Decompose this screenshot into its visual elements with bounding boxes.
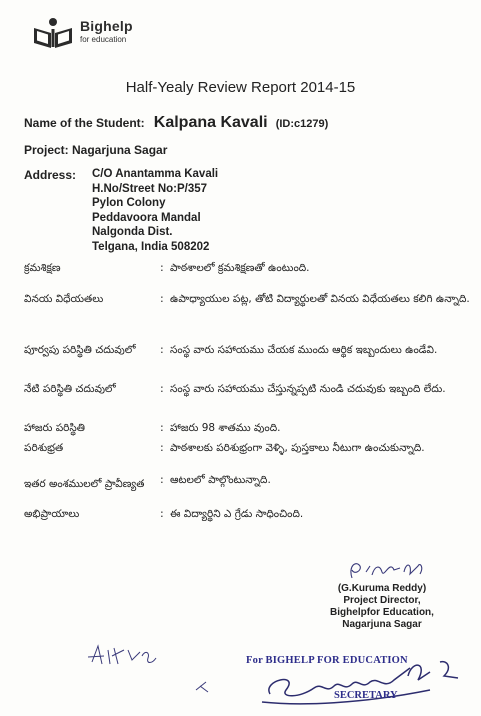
address-line: Telgana, India 508202 (92, 240, 210, 253)
row-label: పరిశుభ్రత (24, 442, 64, 454)
row-value: ఉపాధ్యాయుల పట్ల, తోటి విద్యార్థులతో వినయ విధేయతలు కలిగి ఉన్నాది. (170, 293, 470, 305)
address-line: Peddavoora Mandal (92, 211, 201, 224)
student-name: Kalpana Kavali (153, 114, 268, 131)
row-value: ఆటలలో పాల్గొంటున్నాది. (170, 474, 271, 486)
row-colon: : (160, 507, 164, 520)
row-colon: : (160, 382, 164, 395)
row-value: సంస్థ వారు సహాయము చేయక ముందు ఆర్థిక ఇబ్బందులు ఉండేవి. (170, 344, 438, 356)
student-id: (ID:c1279) (275, 118, 329, 130)
student-label: Name of the Student: (24, 116, 145, 130)
project-line: Project: Nagarjuna Sagar (24, 143, 168, 157)
row-value: హాజరు 98 శాతము వుంది. (170, 422, 281, 434)
report-title: Half-Yealy Review Report 2014-15 (125, 79, 356, 96)
stamp-org: For BIGHELP FOR EDUCATION (246, 655, 408, 666)
brand-tagline: for education (80, 35, 127, 44)
address-line: Nalgonda Dist. (92, 226, 173, 239)
brand-name: Bighelp (80, 18, 133, 34)
row-label: ఇతర అంశములలో ప్రావీణ్యత (24, 478, 145, 490)
address-label: Address: (24, 168, 77, 182)
row-colon: : (160, 441, 164, 454)
signatory-place: Nagarjuna Sagar (342, 619, 422, 630)
row-label: అభిప్రాయాలు (24, 508, 80, 520)
row-colon: : (160, 292, 164, 305)
row-value: పాఠశాలలో క్రమశిక్షణతో ఉంటుంది. (170, 262, 310, 274)
signatory-title: Project Director, (343, 595, 421, 606)
row-colon: : (160, 343, 164, 356)
address-line: C/O Anantamma Kavali (92, 168, 219, 180)
row-label: హాజరు పరిస్థితి (24, 422, 85, 434)
row-value: సంస్థ వారు సహాయము చేస్తున్నప్పటి నుండి చదువుకు ఇబ్బంది లేదు. (170, 383, 446, 395)
row-colon: : (160, 421, 164, 434)
signatory-name: (G.Kuruma Reddy) (337, 583, 427, 594)
row-value: పాఠశాలకు పరిశుభ్రంగా వెళ్ళి, పుస్తకాలు నీటుగా ఉంచుకున్నాది. (170, 442, 425, 454)
row-value: ఈ విద్యార్థిని ఎ గ్రేడు సాధించింది. (170, 508, 304, 520)
stamp-role: SECRETARY (334, 690, 398, 701)
row-colon: : (160, 473, 164, 486)
row-label: క్రమశిక్షణ (24, 262, 61, 274)
address-line: H.No/Street No:P/357 (92, 182, 208, 195)
row-label: నేటి పరిస్థితి చదువులో (24, 383, 116, 395)
row-label: వినయ విధేయతలు (24, 293, 104, 305)
row-colon: : (160, 261, 164, 274)
address-line: Pylon Colony (92, 197, 166, 210)
row-label: పూర్వపు పరిస్థితి చదువులో (24, 344, 136, 356)
signatory-org: Bighelpfor Education, (330, 607, 434, 618)
signatory-block (322, 583, 442, 631)
